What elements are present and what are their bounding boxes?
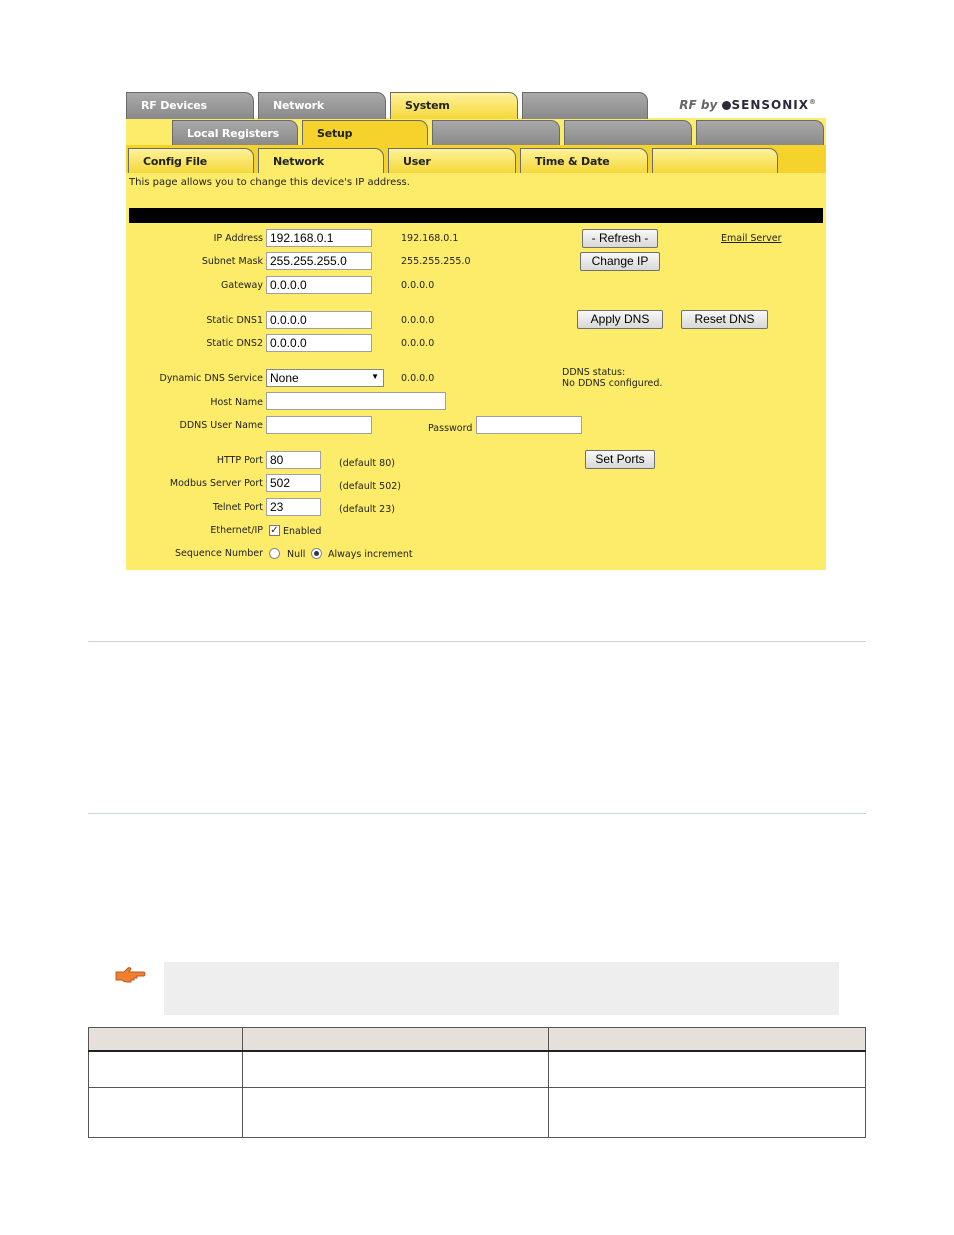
- subnet-mask-label: Subnet Mask: [201, 256, 263, 267]
- tab-blank-2b[interactable]: [564, 120, 692, 145]
- gateway-label: Gateway: [221, 280, 263, 291]
- section-bar: [129, 208, 823, 223]
- table-row: [89, 1088, 866, 1138]
- password-input[interactable]: [476, 416, 582, 434]
- subnet-mask-input[interactable]: 255.255.255.0: [266, 252, 372, 270]
- sequence-number-label: Sequence Number: [174, 548, 263, 559]
- tab-system[interactable]: System: [390, 92, 518, 119]
- ethernet-ip-option: Enabled: [283, 526, 322, 537]
- reset-dns-button[interactable]: Reset DNS: [681, 310, 768, 329]
- table-row: [89, 1051, 866, 1088]
- http-port-input[interactable]: 80: [266, 451, 321, 469]
- chevron-down-icon: ▼: [371, 372, 379, 381]
- page-description: This page allows you to change this device's IP address.: [129, 177, 410, 188]
- divider-1: [88, 641, 866, 642]
- change-ip-button[interactable]: Change IP: [580, 252, 660, 271]
- ip-address-current: 192.168.0.1: [401, 233, 459, 244]
- tab-time-date[interactable]: Time & Date: [520, 148, 648, 173]
- device-web-ui-screenshot: [126, 88, 826, 570]
- static-dns2-current: 0.0.0.0: [401, 338, 435, 349]
- ddns-status-title: DDNS status:: [562, 367, 626, 378]
- ddns-service-select[interactable]: [266, 369, 384, 387]
- http-port-default: (default 80): [339, 458, 395, 469]
- modbus-port-default: (default 502): [339, 481, 401, 492]
- http-port-label: HTTP Port: [216, 455, 263, 466]
- sequence-null-radio[interactable]: [269, 548, 280, 559]
- refresh-button[interactable]: - Refresh -: [582, 229, 658, 248]
- tab-blank-2a[interactable]: [432, 120, 560, 145]
- checkmark-icon: ✓: [270, 525, 279, 536]
- gateway-current: 0.0.0.0: [401, 280, 435, 291]
- note-box: [164, 962, 839, 1015]
- password-label: Password: [428, 423, 473, 434]
- modbus-port-label: Modbus Server Port: [169, 478, 263, 489]
- static-dns1-label: Static DNS1: [206, 315, 263, 326]
- set-ports-button[interactable]: Set Ports: [585, 450, 655, 469]
- ethernet-ip-label: Ethernet/IP: [210, 525, 263, 536]
- tab-network[interactable]: Network: [258, 148, 384, 173]
- tab-blank-3[interactable]: [652, 148, 778, 173]
- apply-dns-button[interactable]: Apply DNS: [577, 310, 663, 329]
- tab-blank-top[interactable]: [522, 92, 648, 119]
- ip-address-input[interactable]: 192.168.0.1: [266, 229, 372, 247]
- tab-network-top[interactable]: Network: [258, 92, 386, 119]
- table-header-row: [89, 1028, 866, 1052]
- tab-user[interactable]: User: [388, 148, 516, 173]
- tab-local-registers[interactable]: Local Registers: [172, 120, 298, 145]
- host-name-label: Host Name: [210, 397, 263, 408]
- host-name-input[interactable]: [266, 392, 446, 410]
- divider-2: [88, 813, 866, 814]
- static-dns2-label: Static DNS2: [206, 338, 263, 349]
- pointing-hand-icon: [114, 964, 148, 994]
- tab-blank-2c[interactable]: [696, 120, 824, 145]
- ddns-user-input[interactable]: [266, 416, 372, 434]
- sensonix-logo: RF by SENSONIX®: [679, 98, 816, 112]
- logo-mark-icon: [722, 101, 731, 110]
- tab-setup[interactable]: Setup: [302, 120, 428, 145]
- static-dns1-current: 0.0.0.0: [401, 315, 435, 326]
- ddns-status-text: No DDNS configured.: [562, 378, 663, 389]
- ethernet-ip-checkbox[interactable]: [269, 525, 280, 536]
- tab-config-file[interactable]: Config File: [128, 148, 254, 173]
- sequence-always-radio[interactable]: [311, 548, 322, 559]
- static-dns2-input[interactable]: 0.0.0.0: [266, 334, 372, 352]
- modbus-port-input[interactable]: 502: [266, 474, 321, 492]
- tab-rf-devices[interactable]: RF Devices: [126, 92, 254, 119]
- ddns-service-label: Dynamic DNS Service: [159, 373, 263, 384]
- telnet-port-default: (default 23): [339, 504, 395, 515]
- document-table: [88, 1027, 866, 1138]
- sequence-null-label: Null: [287, 549, 306, 560]
- ip-address-label: IP Address: [213, 233, 263, 244]
- static-dns1-input[interactable]: 0.0.0.0: [266, 311, 372, 329]
- telnet-port-input[interactable]: 23: [266, 498, 321, 516]
- telnet-port-label: Telnet Port: [212, 502, 263, 513]
- gateway-input[interactable]: 0.0.0.0: [266, 276, 372, 294]
- subnet-mask-current: 255.255.255.0: [401, 256, 471, 267]
- sequence-always-label: Always increment: [328, 549, 413, 560]
- ddns-user-label: DDNS User Name: [179, 420, 263, 431]
- email-server-link[interactable]: Email Server: [721, 233, 782, 244]
- ddns-service-value: None: [270, 371, 299, 385]
- ddns-service-current: 0.0.0.0: [401, 373, 435, 384]
